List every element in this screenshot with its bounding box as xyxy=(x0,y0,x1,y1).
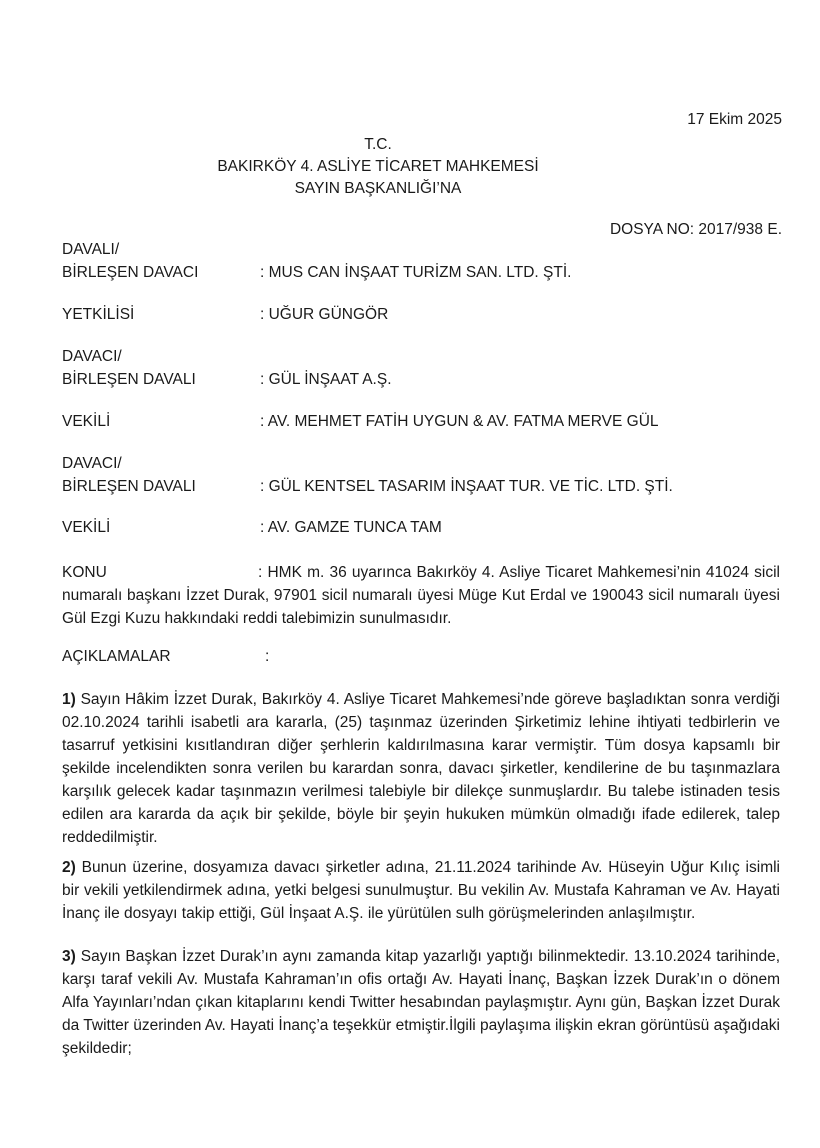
party-value-attorney1: : AV. MEHMET FATİH UYGUN & AV. FATMA MERVE GÜL xyxy=(260,413,659,430)
paragraph-3-text: Sayın Başkan İzzet Durak’ın aynı zamanda kitap yazarlığı yaptığı bilinmektedir. 13.10.2024 tarihinde, karşı taraf vekili Av. Mustafa Kahraman’ın ofis ortağı Av. Hayati İnanç, Başkan İzzek Durak’ın o dönem Alfa Yayınları’ndan çıkan kitaplarını kendi Twitter hesabından paylaşmıştır. Aynı gün, Başkan İzzet Durak da Twitter üzerinden Av. Hayati İnanç’a teşekkür etmiştir.İlgili paylaşıma ilişkin ekran görüntüsü aşağıdaki şekildedir; xyxy=(62,948,780,1057)
file-number: DOSYA NO: 2017/938 E. xyxy=(609,221,782,238)
party-value-plaintiff2: : GÜL KENTSEL TASARIM İNŞAAT TUR. VE TİC. LTD. ŞTİ. xyxy=(260,478,673,495)
party-label-plaintiff1-line2: BİRLEŞEN DAVALI xyxy=(62,371,196,388)
subject-label: KONU xyxy=(62,564,107,581)
party-label-attorney2: VEKİLİ xyxy=(62,519,111,536)
subject-text: : HMK m. 36 uyarınca Bakırköy 4. Asliye Ticaret Mahkemesi’nin 41024 sicil numaralı başkanı İzzet Durak, 97901 sicil numaralı üyesi Müge Kut Erdal ve 190043 sicil numaralı üyesi Gül Ezgi Kuzu hakkındaki reddi talebimizin sunulmasıdır. xyxy=(62,564,780,627)
party-label-authorized: YETKİLİSİ xyxy=(62,306,135,323)
document-date: 17 Ekim 2025 xyxy=(687,111,782,128)
party-label-defendant-line2: BİRLEŞEN DAVACI xyxy=(62,264,199,281)
paragraph-1-text: Sayın Hâkim İzzet Durak, Bakırköy 4. Asliye Ticaret Mahkemesi’nde göreve başladıktan sonra verdiği 02.10.2024 tarihli isabetli ara kararla, (25) taşınmaz üzerinden Şirketimiz lehine ihtiyati tedbirlerin ve tasarruf yetkisini kısıtlandıran diğer şerhlerin kaldırılmasına karar vermiştir. Tüm dosya kapsamlı bir şekilde incelendikten sonra verilen bu karardan sonra, davacı şirketler, kendilerine de bu taşınmazlara karşılık gelecek kadar taşınmazın verilmesi talebiyle bir dilekçe sunmuşlardır. Bu talebe istinaden tesis edilen ara kararda da açık bir şekilde, böyle bir şeyin hukuken mümkün olmadığı ifade edilerek, talep reddedilmiştir. xyxy=(62,691,780,846)
party-value-plaintiff1: : GÜL İNŞAAT A.Ş. xyxy=(260,371,392,388)
paragraph-2 xyxy=(62,856,780,925)
explanations-label: AÇIKLAMALAR xyxy=(62,648,171,665)
paragraph-2-text: Bunun üzerine, dosyamıza davacı şirketler adına, 21.11.2024 tarihinde Av. Hüseyin Uğur Kılıç isimli bir vekili yetkilendirmek adına, yetki belgesi sunulmuştur. Bu vekilin Av. Mustafa Kahraman ve Av. Hayati İnanç ile dosyayı takip ettiği, Gül İnşaat A.Ş. ile yürütülen sulh görüşmelerinden anlaşılmıştır. xyxy=(62,859,780,922)
paragraph-3 xyxy=(62,945,780,1060)
header-addressee: SAYIN BAŞKANLIĞI’NA xyxy=(294,180,462,197)
party-label-plaintiff2-line2: BİRLEŞEN DAVALI xyxy=(62,478,196,495)
party-label-plaintiff2-line1: DAVACI/ xyxy=(62,455,122,472)
party-label-plaintiff1-line1: DAVACI/ xyxy=(62,348,122,365)
header-tc: T.C. xyxy=(364,136,392,153)
party-value-authorized: : UĞUR GÜNGÖR xyxy=(260,306,389,323)
paragraph-3-number: 3) xyxy=(62,948,76,965)
header-court: BAKIRKÖY 4. ASLİYE TİCARET MAHKEMESİ xyxy=(217,158,539,175)
paragraph-2-number: 2) xyxy=(62,859,76,876)
party-value-attorney2: : AV. GAMZE TUNCA TAM xyxy=(260,519,442,536)
subject-section xyxy=(62,561,780,630)
party-label-attorney1: VEKİLİ xyxy=(62,413,111,430)
explanations-colon: : xyxy=(265,648,270,665)
paragraph-1-number: 1) xyxy=(62,691,76,708)
party-label-defendant-line1: DAVALI/ xyxy=(62,241,120,258)
party-value-defendant: : MUS CAN İNŞAAT TURİZM SAN. LTD. ŞTİ. xyxy=(260,264,572,281)
paragraph-1 xyxy=(62,688,780,849)
